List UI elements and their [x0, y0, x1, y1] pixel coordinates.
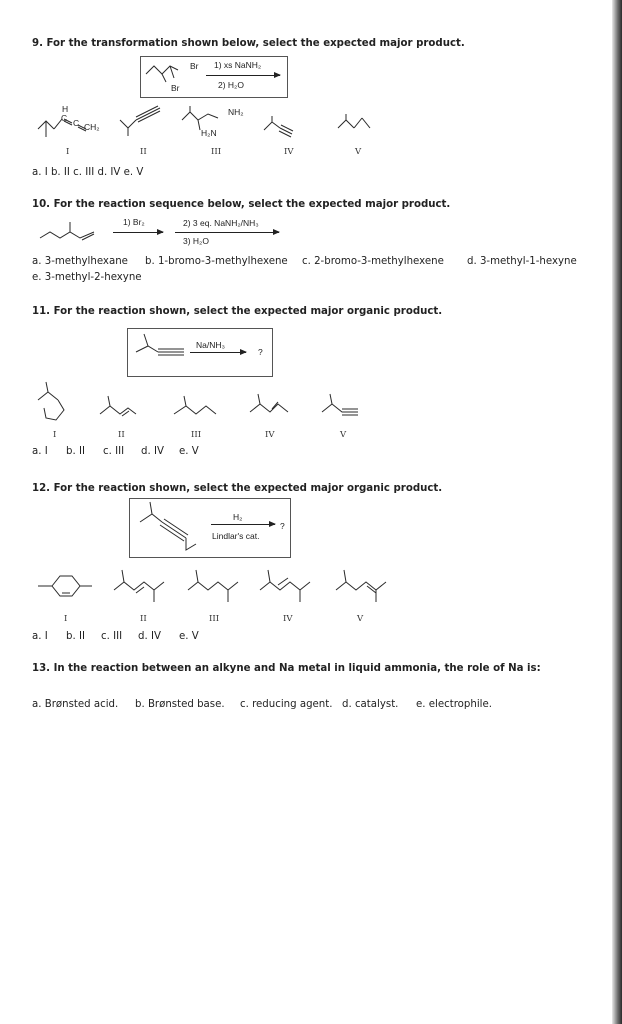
q9-roman-II: II	[140, 147, 147, 157]
q9-roman-III: III	[211, 147, 222, 157]
q12-reagent-2: Lindlar's cat.	[212, 531, 260, 541]
q12-starting-alkyne	[134, 500, 206, 554]
q12-reaction-arrow	[211, 524, 275, 525]
q11-product-IV-cis-alkene	[248, 390, 308, 424]
q12-product-III-alkane	[186, 568, 258, 608]
q10-starting-alkene	[38, 216, 108, 246]
q11-roman-I: I	[53, 430, 57, 440]
q9-label-H2N: H₂N	[201, 128, 217, 138]
q11-option-c[interactable]: c. III	[103, 446, 125, 457]
q12-product-II-alkene	[112, 568, 184, 608]
q10-title: 10. For the reaction sequence below, select the expected major product.	[32, 199, 451, 210]
q13-option-b[interactable]: b. Brønsted base.	[135, 699, 225, 710]
q12-roman-III: III	[209, 614, 220, 624]
q10-option-e[interactable]: e. 3-methyl-2-hexyne	[32, 272, 142, 283]
q13-option-c[interactable]: c. reducing agent.	[240, 699, 333, 710]
q9-roman-IV: IV	[284, 147, 294, 157]
q10-option-c[interactable]: c. 2-bromo-3-methylhexene	[302, 256, 444, 267]
q12-question-mark: ?	[280, 521, 285, 531]
q9-label-H: H	[62, 104, 69, 114]
q11-option-b[interactable]: b. II	[66, 446, 85, 457]
q11-roman-III: III	[191, 430, 202, 440]
q9-reagent-1: 1) xs NaNH₂	[214, 60, 262, 70]
q11-question-mark: ?	[258, 347, 263, 357]
q12-product-V-alkene	[334, 568, 410, 608]
q11-reagent: Na/NH₃	[196, 340, 225, 350]
q9-label-NH2: NH₂	[228, 107, 244, 117]
q9-reaction-arrow	[206, 75, 280, 76]
q11-product-I-ring	[34, 380, 74, 428]
q10-reagent-1: 1) Br₂	[123, 217, 145, 227]
q9-br-label-2: Br	[171, 83, 180, 93]
q12-roman-I: I	[64, 614, 68, 624]
q9-product-IV-terminal-alkyne	[262, 112, 312, 138]
q11-starting-alkyne	[134, 332, 194, 368]
q9-product-V-alkene	[336, 108, 378, 138]
q11-product-V-alkyne	[320, 390, 370, 424]
q12-product-I-ring	[36, 566, 120, 606]
q10-option-b[interactable]: b. 1-bromo-3-methylhexene	[145, 256, 288, 267]
q9-roman-V: V	[355, 147, 362, 157]
q12-product-IV-cis-alkene	[258, 568, 334, 608]
q11-product-II-trans-alkene	[98, 392, 156, 424]
q9-label-CH2: CH₂	[84, 122, 100, 132]
q11-reaction-arrow	[190, 352, 246, 353]
q11-product-III-alkane	[170, 392, 228, 424]
q12-roman-V: V	[357, 614, 364, 624]
q10-reagent-2: 2) 3 eq. NaNH₂/NH₃	[183, 218, 259, 228]
q11-option-e[interactable]: e. V	[179, 446, 199, 457]
q11-option-d[interactable]: d. IV	[141, 446, 164, 457]
q10-reagent-3: 3) H₂O	[183, 236, 209, 246]
q12-option-b[interactable]: b. II	[66, 631, 85, 642]
q10-option-a[interactable]: a. 3-methylhexane	[32, 256, 128, 267]
q9-br-label-1: Br	[190, 61, 199, 71]
q9-title: 9. For the transformation shown below, select the expected major product.	[32, 38, 465, 49]
page-edge-shadow	[612, 0, 622, 1024]
q11-roman-V: V	[340, 430, 347, 440]
q12-option-a[interactable]: a. I	[32, 631, 48, 642]
q11-roman-II: II	[118, 430, 125, 440]
q11-title: 11. For the reaction shown, select the expected major organic product.	[32, 306, 443, 317]
q12-option-d[interactable]: d. IV	[138, 631, 161, 642]
q12-reagent-1: H₂	[233, 512, 243, 522]
q10-arrow-1	[113, 232, 163, 233]
q13-title: 13. In the reaction between an alkyne and Na metal in liquid ammonia, the role of Na is:	[32, 663, 541, 674]
q11-option-a[interactable]: a. I	[32, 446, 48, 457]
q10-arrow-2	[175, 232, 279, 233]
q9-reagent-2: 2) H₂O	[218, 80, 244, 90]
q13-option-d[interactable]: d. catalyst.	[342, 699, 399, 710]
q12-roman-IV: IV	[283, 614, 293, 624]
q10-option-d[interactable]: d. 3-methyl-1-hexyne	[467, 256, 577, 267]
q9-label-C2: C	[73, 118, 80, 128]
q13-option-a[interactable]: a. Brønsted acid.	[32, 699, 119, 710]
q12-title: 12. For the reaction shown, select the expected major organic product.	[32, 483, 443, 494]
q12-roman-II: II	[140, 614, 147, 624]
q9-product-II-internal-alkyne	[118, 102, 174, 140]
q9-roman-I: I	[66, 147, 70, 157]
q9-label-C1: C	[61, 113, 68, 123]
q11-roman-IV: IV	[265, 430, 275, 440]
q13-option-e[interactable]: e. electrophile.	[416, 699, 492, 710]
q9-answer-options: a. I b. II c. III d. IV e. V	[32, 167, 144, 178]
q12-option-e[interactable]: e. V	[179, 631, 199, 642]
q12-option-c[interactable]: c. III	[101, 631, 123, 642]
